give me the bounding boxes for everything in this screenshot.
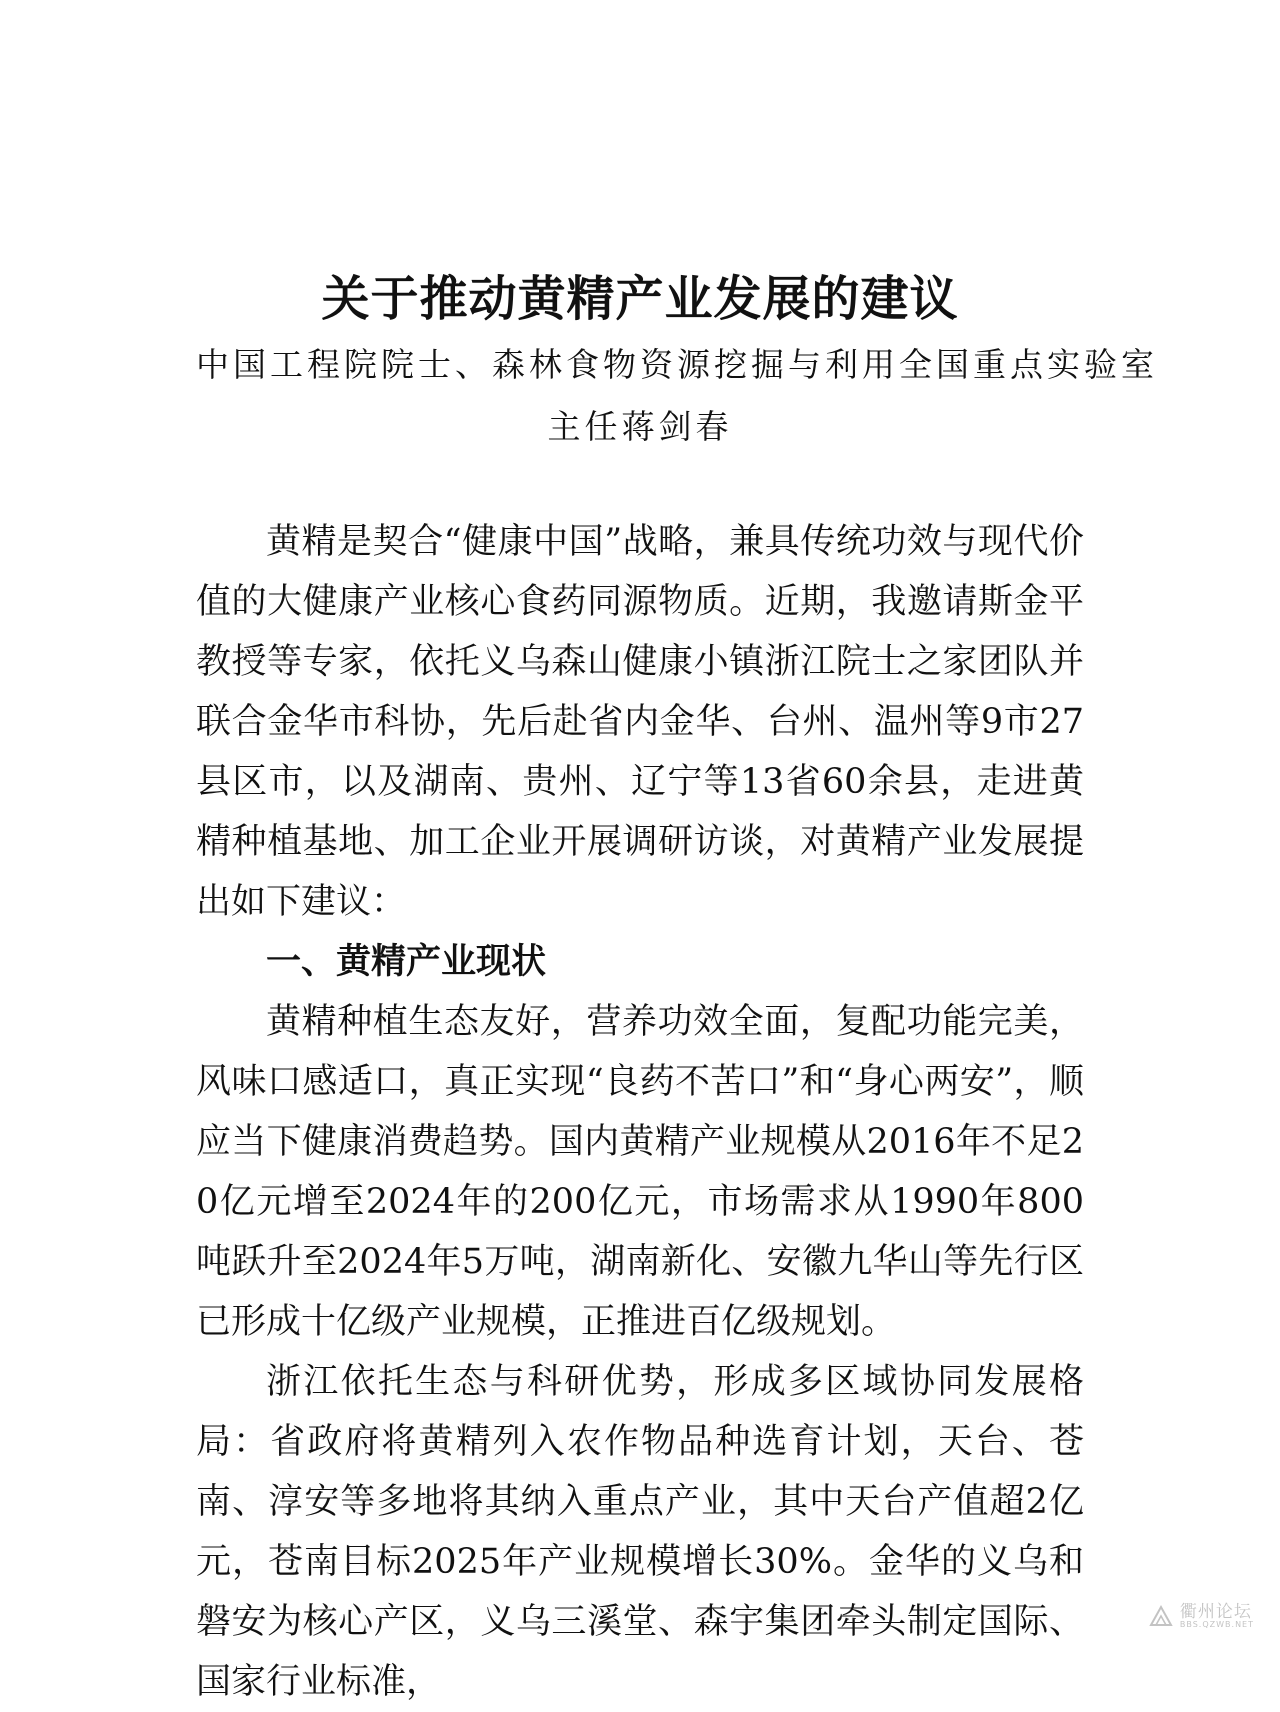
body-paragraph: 浙江依托生态与科研优势，形成多区域协同发展格局：省政府将黄精列入农作物品种选育计划，天台、苍南、淳安等多地将其纳入重点产业，其中天台产值超2亿元，苍南目标2025年产业规模增长30%。金华的义乌和磐安为核心产区，义乌三溪堂、森宇集团牵头制定国际、国家行业标准， [196,1362,1084,1702]
intro-paragraph: 黄精是契合“健康中国”战略，兼具传统功效与现代价值的大健康产业核心食药同源物质。近期，我邀请斯金平教授等专家，依托义乌森山健康小镇浙江院士之家团队并联合金华市科协，先后赴省内金华、台州、温州等9市27县区市，以及湖南、贵州、辽宁等13省60余县，走进黄精种植基地、加工企业开展调研访谈，对黄精产业发展提出如下建议： [196,522,1084,922]
site-watermark [1148,1603,1254,1629]
body-paragraph: 黄精种植生态友好，营养功效全面，复配功能完美，风味口感适口，真正实现“良药不苦口”和“身心两安”，顺应当下健康消费趋势。国内黄精产业规模从2016年不足20亿元增至2024年的200亿元，市场需求从1990年800吨跃升至2024年5万吨，湖南新化、安徽九华山等先行区已形成十亿级产业规模，正推进百亿级规划。 [196,1002,1084,1342]
section-body-continued [196,1352,1084,1712]
intro-section [196,512,1084,932]
watermark-url: BBS.QZWB.NET [1179,1619,1254,1629]
forum-logo-icon [1148,1603,1174,1629]
document-title: 关于推动黄精产业发展的建议 [321,271,959,327]
section-heading: 一、黄精产业现状 [266,941,547,982]
author-name: 主任蒋剑春 [547,407,733,446]
author-affiliation: 中国工程院院士、森林食物资源挖掘与利用全国重点实验室 [196,345,1158,384]
watermark-text: 衢州论坛 [1179,1601,1252,1622]
section-body [196,992,1084,1352]
section-heading-block [196,932,1084,992]
